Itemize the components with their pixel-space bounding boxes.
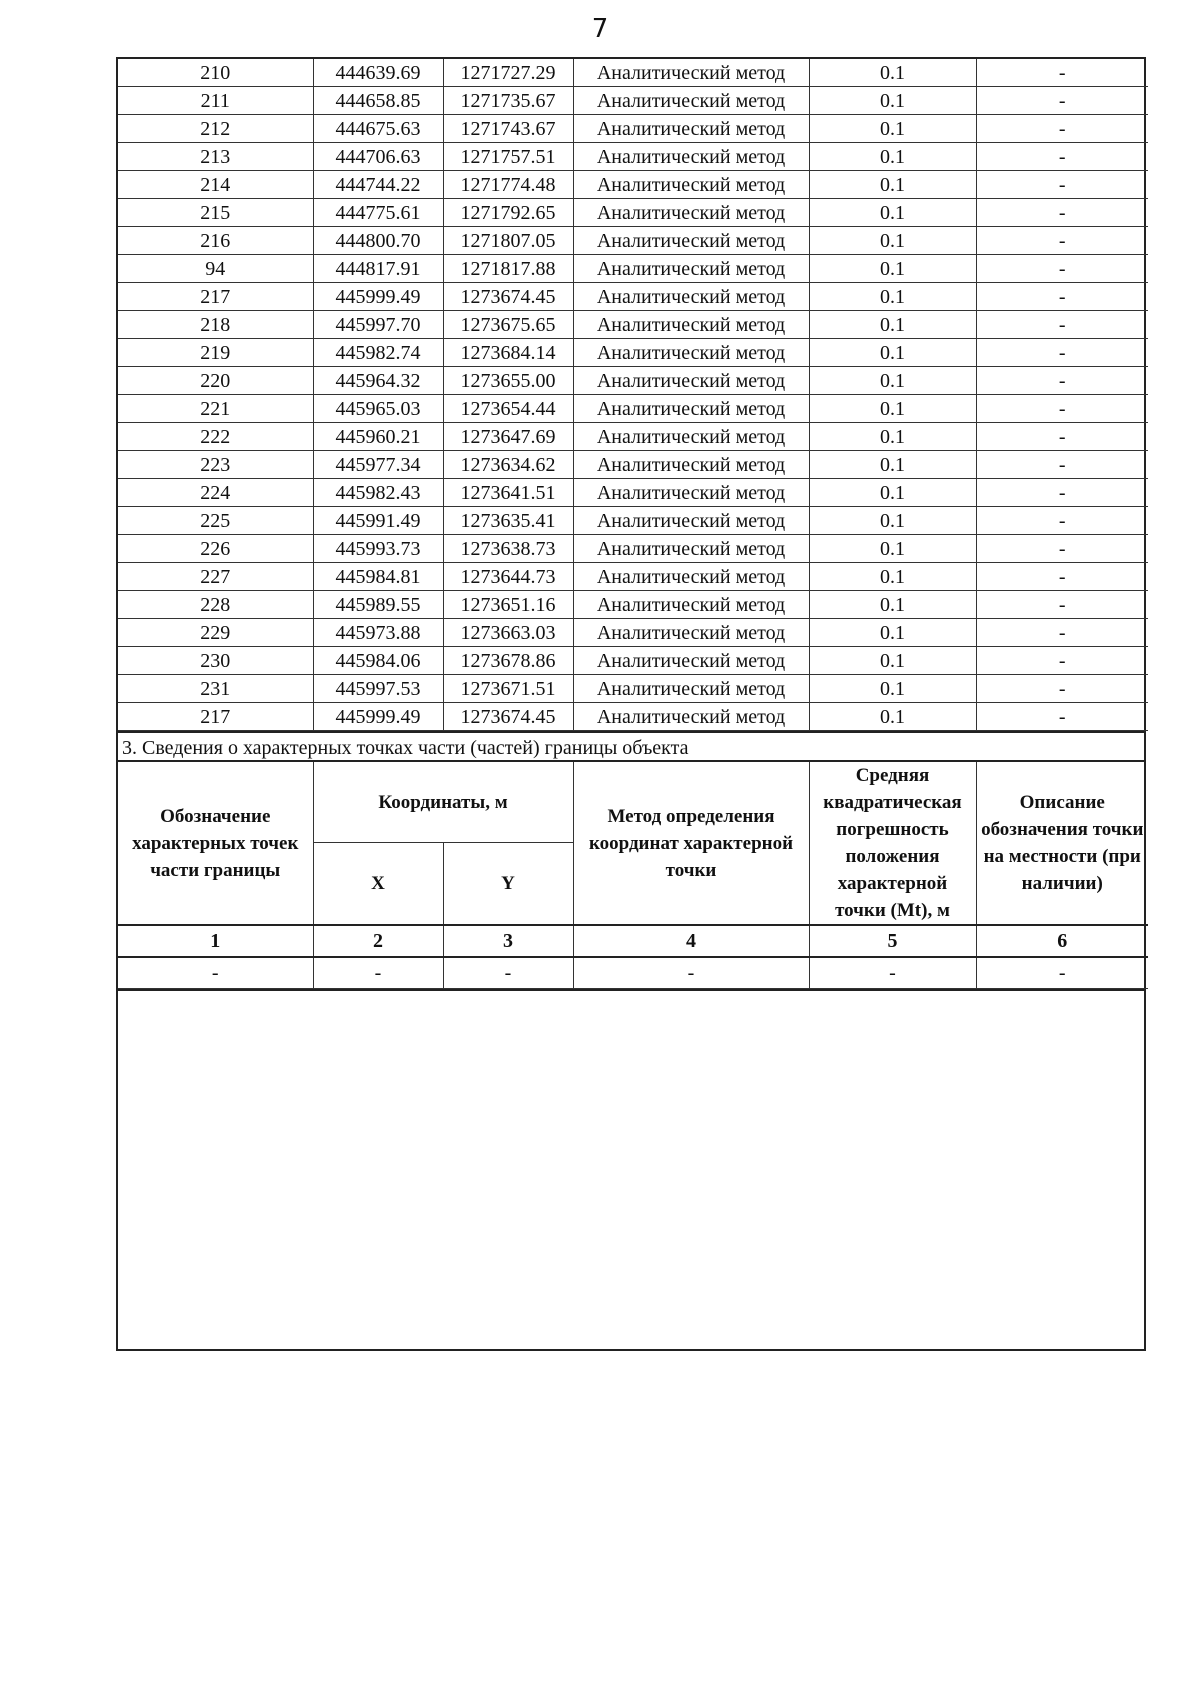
table-row — [118, 479, 1148, 507]
y-coordinate-cell: 1273651.16 — [443, 591, 573, 619]
x-coordinate-cell: 444800.70 — [313, 227, 443, 255]
method-cell: Аналитический метод — [573, 395, 809, 423]
table-row — [118, 255, 1148, 283]
point-id-cell: 229 — [118, 619, 313, 647]
method-cell: Аналитический метод — [573, 87, 809, 115]
column-numbers-row — [118, 925, 1148, 957]
point-id-cell: 227 — [118, 563, 313, 591]
x-coordinate-cell: 445989.55 — [313, 591, 443, 619]
table-row — [118, 591, 1148, 619]
point-id-cell: 214 — [118, 171, 313, 199]
column-number: 2 — [313, 925, 443, 957]
x-coordinate-cell: 444675.63 — [313, 115, 443, 143]
method-cell: - — [573, 957, 809, 989]
description-cell: - — [976, 115, 1148, 143]
y-coordinate-cell: 1273654.44 — [443, 395, 573, 423]
accuracy-cell: 0.1 — [809, 311, 976, 339]
point-id-cell: 211 — [118, 87, 313, 115]
y-coordinate-cell: 1271792.65 — [443, 199, 573, 227]
point-id-cell: 215 — [118, 199, 313, 227]
point-id-cell: 231 — [118, 675, 313, 703]
point-id-cell: 213 — [118, 143, 313, 171]
accuracy-cell: 0.1 — [809, 87, 976, 115]
x-coordinate-cell: 445984.81 — [313, 563, 443, 591]
description-cell: - — [976, 423, 1148, 451]
accuracy-cell: 0.1 — [809, 143, 976, 171]
y-coordinate-cell: 1273638.73 — [443, 535, 573, 563]
table-row — [118, 59, 1148, 87]
y-coordinate-cell: 1271817.88 — [443, 255, 573, 283]
description-cell: - — [976, 367, 1148, 395]
method-cell: Аналитический метод — [573, 703, 809, 731]
header-x: X — [313, 843, 443, 925]
header-description: Описание обозначения точки на местности (при наличии) — [976, 762, 1148, 925]
point-id-cell: 222 — [118, 423, 313, 451]
x-coordinate-cell: 445960.21 — [313, 423, 443, 451]
table-row — [118, 367, 1148, 395]
x-coordinate-cell: 445999.49 — [313, 703, 443, 731]
description-cell: - — [976, 283, 1148, 311]
accuracy-cell: - — [809, 957, 976, 989]
table-row — [118, 143, 1148, 171]
table-row — [118, 311, 1148, 339]
x-coordinate-cell: 445982.74 — [313, 339, 443, 367]
y-coordinate-cell: 1271727.29 — [443, 59, 573, 87]
accuracy-cell: 0.1 — [809, 367, 976, 395]
accuracy-cell: 0.1 — [809, 647, 976, 675]
x-coordinate-cell: 445977.34 — [313, 451, 443, 479]
description-cell: - — [976, 227, 1148, 255]
description-cell: - — [976, 591, 1148, 619]
header-accuracy: Средняя квадратическая погрешность положения характерной точки (Mt), м — [809, 762, 976, 925]
point-id-cell: 218 — [118, 311, 313, 339]
x-coordinate-cell: 444744.22 — [313, 171, 443, 199]
y-coordinate-cell: 1273635.41 — [443, 507, 573, 535]
y-coordinate-cell: 1273671.51 — [443, 675, 573, 703]
accuracy-cell: 0.1 — [809, 479, 976, 507]
table-row — [118, 703, 1148, 731]
point-id-cell: 212 — [118, 115, 313, 143]
parts-table — [118, 762, 1148, 989]
parts-table-body — [118, 925, 1148, 989]
accuracy-cell: 0.1 — [809, 507, 976, 535]
description-cell: - — [976, 59, 1148, 87]
header-designation: Обозначение характерных точек части границы — [118, 762, 313, 925]
x-coordinate-cell: 445982.43 — [313, 479, 443, 507]
table-row — [118, 563, 1148, 591]
accuracy-cell: 0.1 — [809, 59, 976, 87]
description-cell: - — [976, 619, 1148, 647]
x-coordinate-cell: 444775.61 — [313, 199, 443, 227]
table-row — [118, 339, 1148, 367]
table-row — [118, 451, 1148, 479]
y-coordinate-cell: 1271757.51 — [443, 143, 573, 171]
x-coordinate-cell: 445997.70 — [313, 311, 443, 339]
point-id-cell: 221 — [118, 395, 313, 423]
coordinates-table — [118, 59, 1148, 731]
blank-area — [118, 989, 1144, 1349]
point-id-cell: 220 — [118, 367, 313, 395]
x-coordinate-cell: 445973.88 — [313, 619, 443, 647]
y-coordinate-cell: 1273674.45 — [443, 703, 573, 731]
accuracy-cell: 0.1 — [809, 535, 976, 563]
y-coordinate-cell: 1273684.14 — [443, 339, 573, 367]
point-id-cell: 210 — [118, 59, 313, 87]
y-coordinate-cell: 1273644.73 — [443, 563, 573, 591]
description-cell: - — [976, 507, 1148, 535]
table-row — [118, 87, 1148, 115]
table-row — [118, 283, 1148, 311]
header-y: Y — [443, 843, 573, 925]
table-row — [118, 535, 1148, 563]
y-coordinate-cell: 1273655.00 — [443, 367, 573, 395]
description-cell: - — [976, 957, 1148, 989]
description-cell: - — [976, 563, 1148, 591]
method-cell: Аналитический метод — [573, 647, 809, 675]
y-coordinate-cell: 1273647.69 — [443, 423, 573, 451]
header-method: Метод определения координат характерной точки — [573, 762, 809, 925]
column-number: 1 — [118, 925, 313, 957]
y-coordinate-cell: 1273663.03 — [443, 619, 573, 647]
table-row — [118, 171, 1148, 199]
y-coordinate-cell: 1271735.67 — [443, 87, 573, 115]
method-cell: Аналитический метод — [573, 171, 809, 199]
description-cell: - — [976, 703, 1148, 731]
accuracy-cell: 0.1 — [809, 255, 976, 283]
accuracy-cell: 0.1 — [809, 703, 976, 731]
description-cell: - — [976, 87, 1148, 115]
method-cell: Аналитический метод — [573, 199, 809, 227]
point-id-cell: 225 — [118, 507, 313, 535]
y-coordinate-cell: 1271743.67 — [443, 115, 573, 143]
section-3-title: 3. Сведения о характерных точках части (частей) границы объекта — [118, 731, 1144, 762]
method-cell: Аналитический метод — [573, 367, 809, 395]
description-cell: - — [976, 339, 1148, 367]
document-table — [116, 57, 1146, 1351]
method-cell: Аналитический метод — [573, 675, 809, 703]
x-coordinate-cell: 444706.63 — [313, 143, 443, 171]
method-cell: Аналитический метод — [573, 535, 809, 563]
accuracy-cell: 0.1 — [809, 619, 976, 647]
description-cell: - — [976, 255, 1148, 283]
table-row — [118, 619, 1148, 647]
method-cell: Аналитический метод — [573, 115, 809, 143]
column-number: 3 — [443, 925, 573, 957]
accuracy-cell: 0.1 — [809, 199, 976, 227]
method-cell: Аналитический метод — [573, 255, 809, 283]
x-coordinate-cell: 445991.49 — [313, 507, 443, 535]
column-number: 4 — [573, 925, 809, 957]
point-id-cell: - — [118, 957, 313, 989]
description-cell: - — [976, 171, 1148, 199]
y-coordinate-cell: 1273641.51 — [443, 479, 573, 507]
y-coordinate-cell: - — [443, 957, 573, 989]
point-id-cell: 228 — [118, 591, 313, 619]
x-coordinate-cell: 445993.73 — [313, 535, 443, 563]
point-id-cell: 94 — [118, 255, 313, 283]
method-cell: Аналитический метод — [573, 507, 809, 535]
description-cell: - — [976, 395, 1148, 423]
accuracy-cell: 0.1 — [809, 591, 976, 619]
point-id-cell: 230 — [118, 647, 313, 675]
header-coordinates: Координаты, м — [313, 762, 573, 843]
y-coordinate-cell: 1273678.86 — [443, 647, 573, 675]
x-coordinate-cell: - — [313, 957, 443, 989]
table-row — [118, 199, 1148, 227]
method-cell: Аналитический метод — [573, 563, 809, 591]
description-cell: - — [976, 199, 1148, 227]
description-cell: - — [976, 647, 1148, 675]
x-coordinate-cell: 445999.49 — [313, 283, 443, 311]
accuracy-cell: 0.1 — [809, 395, 976, 423]
description-cell: - — [976, 479, 1148, 507]
table-row — [118, 423, 1148, 451]
y-coordinate-cell: 1271807.05 — [443, 227, 573, 255]
method-cell: Аналитический метод — [573, 311, 809, 339]
coordinates-table-body — [118, 59, 1148, 731]
table-row — [118, 395, 1148, 423]
method-cell: Аналитический метод — [573, 619, 809, 647]
description-cell: - — [976, 675, 1148, 703]
column-number: 5 — [809, 925, 976, 957]
point-id-cell: 219 — [118, 339, 313, 367]
method-cell: Аналитический метод — [573, 339, 809, 367]
description-cell: - — [976, 535, 1148, 563]
accuracy-cell: 0.1 — [809, 227, 976, 255]
method-cell: Аналитический метод — [573, 591, 809, 619]
method-cell: Аналитический метод — [573, 479, 809, 507]
method-cell: Аналитический метод — [573, 451, 809, 479]
accuracy-cell: 0.1 — [809, 115, 976, 143]
description-cell: - — [976, 451, 1148, 479]
table-row — [118, 227, 1148, 255]
accuracy-cell: 0.1 — [809, 423, 976, 451]
point-id-cell: 217 — [118, 703, 313, 731]
table-row — [118, 507, 1148, 535]
table-row — [118, 647, 1148, 675]
description-cell: - — [976, 143, 1148, 171]
column-number: 6 — [976, 925, 1148, 957]
accuracy-cell: 0.1 — [809, 339, 976, 367]
point-id-cell: 223 — [118, 451, 313, 479]
y-coordinate-cell: 1273675.65 — [443, 311, 573, 339]
x-coordinate-cell: 445984.06 — [313, 647, 443, 675]
y-coordinate-cell: 1273674.45 — [443, 283, 573, 311]
y-coordinate-cell: 1271774.48 — [443, 171, 573, 199]
y-coordinate-cell: 1273634.62 — [443, 451, 573, 479]
accuracy-cell: 0.1 — [809, 563, 976, 591]
method-cell: Аналитический метод — [573, 423, 809, 451]
accuracy-cell: 0.1 — [809, 171, 976, 199]
x-coordinate-cell: 445965.03 — [313, 395, 443, 423]
method-cell: Аналитический метод — [573, 59, 809, 87]
table-row — [118, 675, 1148, 703]
accuracy-cell: 0.1 — [809, 675, 976, 703]
x-coordinate-cell: 444817.91 — [313, 255, 443, 283]
x-coordinate-cell: 445964.32 — [313, 367, 443, 395]
point-id-cell: 216 — [118, 227, 313, 255]
accuracy-cell: 0.1 — [809, 451, 976, 479]
method-cell: Аналитический метод — [573, 283, 809, 311]
point-id-cell: 226 — [118, 535, 313, 563]
accuracy-cell: 0.1 — [809, 283, 976, 311]
table-row — [118, 957, 1148, 989]
x-coordinate-cell: 445997.53 — [313, 675, 443, 703]
point-id-cell: 224 — [118, 479, 313, 507]
point-id-cell: 217 — [118, 283, 313, 311]
method-cell: Аналитический метод — [573, 227, 809, 255]
page-number: 7 — [591, 14, 609, 44]
x-coordinate-cell: 444639.69 — [313, 59, 443, 87]
table-row — [118, 115, 1148, 143]
description-cell: - — [976, 311, 1148, 339]
method-cell: Аналитический метод — [573, 143, 809, 171]
x-coordinate-cell: 444658.85 — [313, 87, 443, 115]
